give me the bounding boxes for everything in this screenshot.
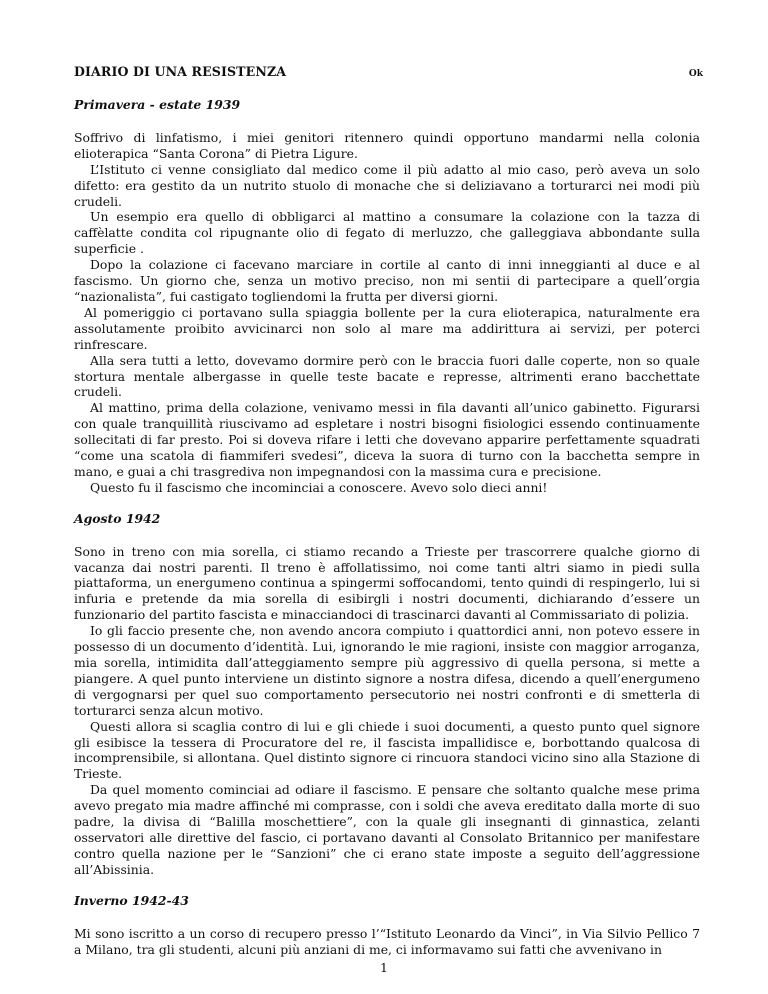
document-page [74,64,703,957]
paragraph: Dopo la colazione ci facevano marciare in cortile al canto di inni inneggianti al duce e al fascismo. Un giorno che, senza un motivo preciso, non mi sentii di partecipare a quell’orgia “nazionalista”, fui castigato togliendomi la frutta per diversi giorni. [74,257,700,304]
paragraph: Alla sera tutti a letto, dovevamo dormire però con le braccia fuori dalle coperte, non so quale stortura mentale albergasse in quelle teste bacate e represse, altrimenti erano bacchettate crudeli. [74,352,700,400]
paragraph: Al pomeriggio ci portavano sulla spiaggia bollente per la cura elioterapica, naturalmente era assolutamente proibito avvicinarci non solo al mare ma addirittura ai servizi, per poterci rinfrescare. [74,304,700,352]
paragraph: Soffrivo di linfatismo, i miei genitori ritennero quindi opportuno mandarmi nella colonia elioterapica “Santa Corona” di Pietra Ligure. [74,129,700,161]
paragraph: Sono in treno con mia sorella, ci stiamo recando a Trieste per trascorrere qualche giorno di vacanza dai nostri parenti. Il treno è affollatissimo, noi come tanti altri siamo in piedi sulla piattaforma, un energumeno continua a spingermi soffocandomi, tento quindi di respingerlo, lui si infuria e pretende da mia sorella di esibirgli i nostri documenti, dichiarando d’essere un funzionario del partito fascista e minacciandoci di trascinarci davanti al Commissariato di polizia. [74,543,700,623]
paragraph: Questi allora si scaglia contro di lui e gli chiede i suoi documenti, a questo punto quel signore gli esibisce la tessera di Procuratore del re, il fascista impallidisce e, borbottando qualcosa di incomprensibile, si allontana. Quel distinto signore ci rincuora standoci vicino sino alla Stazione di Trieste. [74,718,700,782]
paragraph: Al mattino, prima della colazione, venivamo messi in fila davanti all’unico gabinetto. Figurarsi con quale tranquillità riuscivamo ad espletare i nostri bisogni fisiologici essendo continuamente sollecitati di far presto. Poi si doveva rifare i letti che dovevano apparire perfettamente squadrati “come una scatola di fiammiferi svedesi”, diceva la suora di turno con la bacchetta sempre in mano, e guai a chi trasgrediva non impegnandosi con la massima cura e precisione. [74,400,700,479]
section-heading: Primavera - estate 1939 [74,97,241,112]
section-heading: Agosto 1942 [74,510,161,526]
paragraph: Io gli faccio presente che, non avendo ancora compiuto i quattordici anni, non potevo essere in possesso di un documento d’identità. Lui, ignorando le mie ragioni, insiste con maggior arroganza, mia sorella, intimidita dall’atteggiamento sempre più aggressivo di quella persona, si mette a piangere. A quel punto interviene un distinto signore a nostra difesa, dicendo a quell’energumeno di vergognarsi per quel suo comportamento persecutorio nei nostri confronti e di smetterla di torturarci senza alcun motivo. [74,623,700,718]
document-title: DIARIO DI UNA RESISTENZA [74,64,287,79]
paragraph: L’Istituto ci venne consigliato dal medico come il più adatto al mio caso, però aveva un solo difetto: era gestito da un nutrito stuolo di monache che si deliziavano a torturarci nei modi più crudeli. [74,161,700,209]
paragraph: Da quel momento cominciai ad odiare il fascismo. E pensare che soltanto qualche mese prima avevo pregato mia madre affinché mi comprasse, con i soldi che aveva ereditato dalla morte di suo padre, la divisa di “Balilla moschettiere”, con la quale gli insegnanti di ginnastica, zelanti osservatori alle direttive del fascio, ci portavano davanti al Consolato Britannico per manifestare contro quella nazione per le “Sanzioni” che ci erano state imposte a seguito dell’aggressione all’Abissinia. [74,782,700,877]
ok-mark: Ok [688,69,703,79]
paragraph: Mi sono iscritto a un corso di recupero presso l’“Istituto Leonardo da Vinci”, in Via Silvio Pellico 7 a Milano, tra gli studenti, alcuni più anziani di me, ci informavamo sui fatti che avvenivano in [74,925,700,957]
paragraph: Questo fu il fascismo che incominciai a conoscere. Avevo solo dieci anni! [90,479,548,495]
section-heading: Inverno 1942-43 [74,892,189,908]
page-number: 1 [380,960,388,975]
header [74,64,703,80]
paragraph: Un esempio era quello di obbligarci al mattino a consumare la colazione con la tazza di caffèlatte condita col ripugnante olio di fegato di merluzzo, che galleggiava abbondante sulla superficie . [74,209,700,257]
